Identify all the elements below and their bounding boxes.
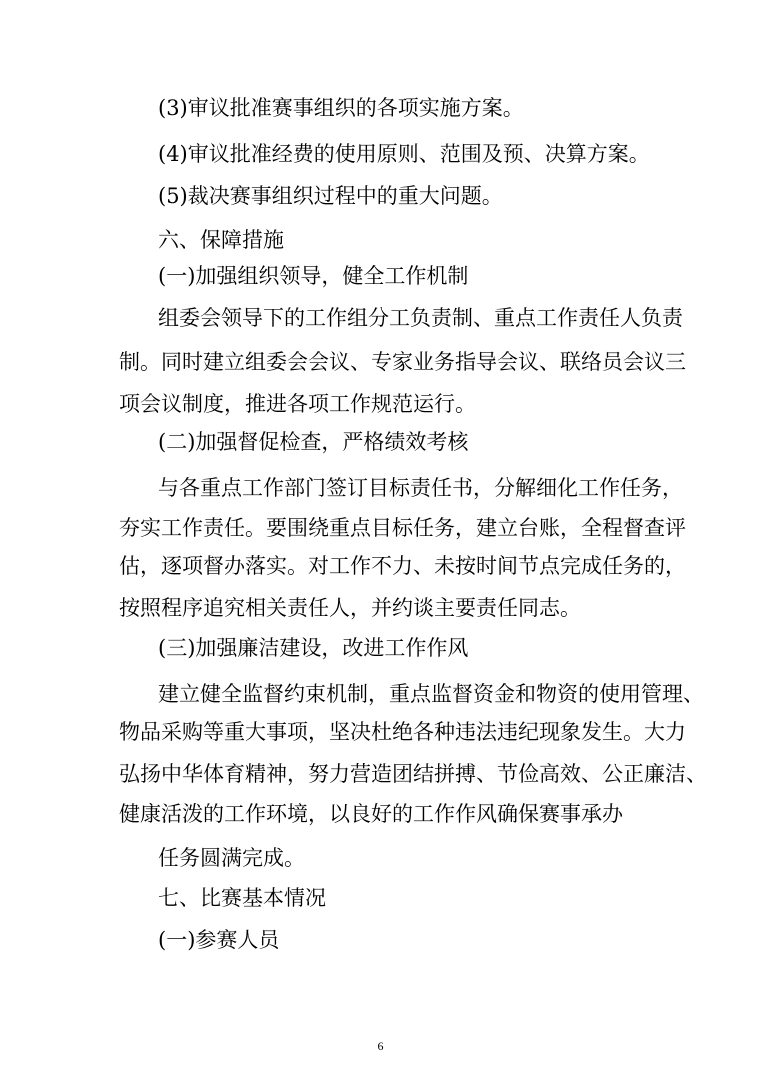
subheading-2: (二)加强督促检查，严格绩效考核 bbox=[158, 430, 469, 454]
section-heading-7: 七、比赛基本情况 bbox=[158, 886, 326, 910]
text-line-item-4: (4)审议批准经费的使用原则、范围及预、决算方案。 bbox=[158, 142, 650, 166]
subheading-3: (三)加强廉洁建设，改进工作作风 bbox=[158, 636, 469, 660]
section-heading-6: 六、保障措施 bbox=[158, 228, 284, 252]
subheading-participants: (一)参赛人员 bbox=[158, 928, 280, 952]
paragraph-1-line-1: 组委会领导下的工作组分工负责制、重点工作责任人负责 bbox=[158, 306, 683, 330]
page-number: 6 bbox=[377, 1039, 384, 1053]
paragraph-3-line-5: 任务圆满完成。 bbox=[158, 846, 305, 870]
paragraph-3-line-4: 健康活泼的工作环境，以良好的工作作风确保赛事承办 bbox=[119, 802, 623, 826]
paragraph-2-line-4: 按照程序追究相关责任人，并约谈主要责任同志。 bbox=[119, 596, 581, 620]
paragraph-2-line-2: 夯实工作责任。要围绕重点目标任务，建立台账，全程督查评 bbox=[119, 516, 686, 540]
paragraph-2-line-3: 估，逐项督办落实。对工作不力、未按时间节点完成任务的， bbox=[119, 554, 686, 578]
text-line-item-3: (3)审议批准赛事组织的各项实施方案。 bbox=[158, 96, 524, 120]
paragraph-3-line-2: 物品采购等重大事项，坚决杜绝各种违法违纪现象发生。大力 bbox=[119, 720, 686, 744]
paragraph-2-line-1: 与各重点工作部门签订目标责任书，分解细化工作任务， bbox=[158, 476, 683, 500]
paragraph-3-line-3: 弘扬中华体育精神，努力营造团结拼搏、节俭高效、公正廉洁、 bbox=[119, 762, 707, 786]
subheading-1: (一)加强组织领导，健全工作机制 bbox=[158, 264, 469, 288]
paragraph-3-line-1: 建立健全监督约束机制，重点监督资金和物资的使用管理、 bbox=[158, 682, 704, 706]
text-line-item-5: (5)裁决赛事组织过程中的重大问题。 bbox=[158, 184, 503, 208]
paragraph-1-line-2: 制。同时建立组委会会议、专家业务指导会议、联络员会议三 bbox=[119, 350, 686, 374]
paragraph-1-line-3: 项会议制度，推进各项工作规范运行。 bbox=[119, 392, 476, 416]
